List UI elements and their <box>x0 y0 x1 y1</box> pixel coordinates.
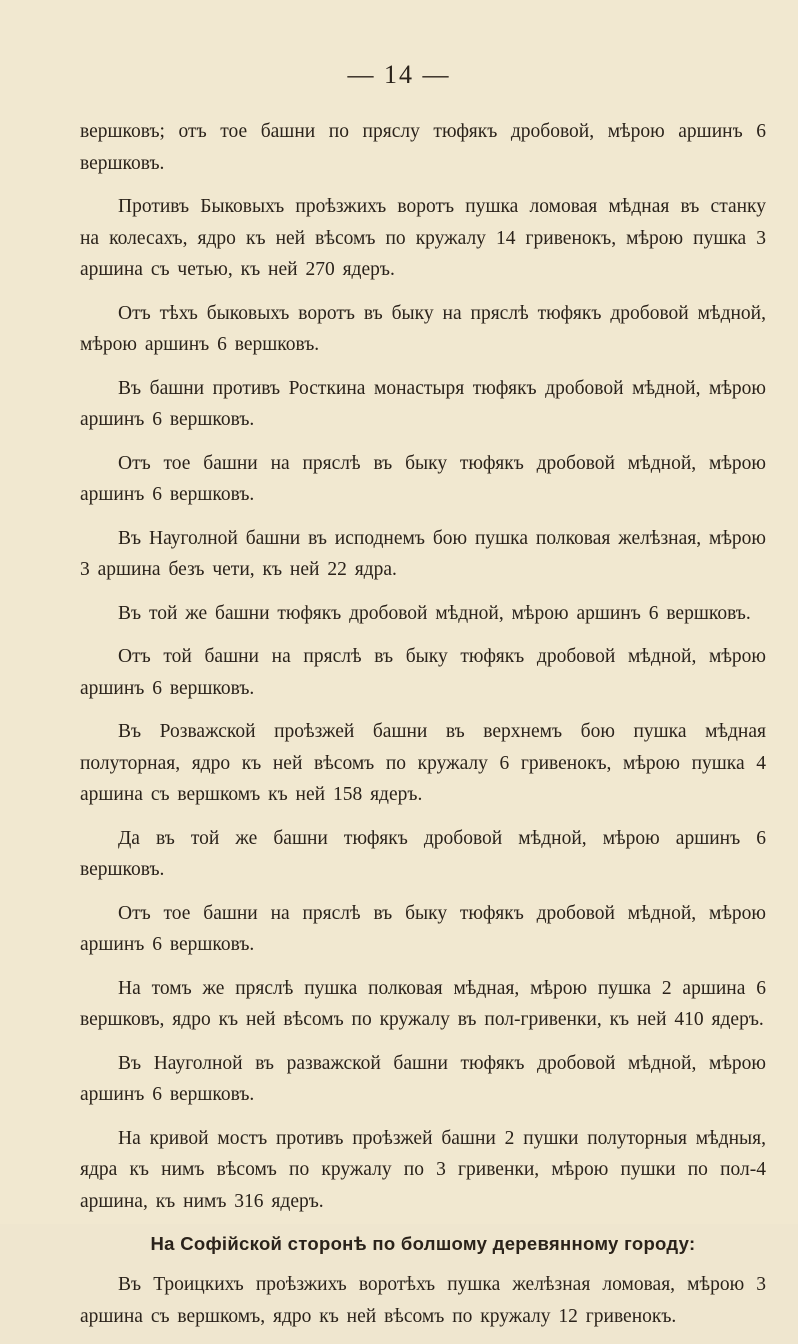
section-heading: На Софійской сторонѣ по болшому деревянному городу: <box>150 1233 696 1254</box>
paragraph: Отъ тое башни на пряслѣ въ быку тюфякъ дробовой мѣдной, мѣрою аршинъ 6 вершковъ. <box>80 902 766 955</box>
paragraph: Въ Науголной въ разважской башни тюфякъ дробовой мѣдной, мѣрою аршинъ 6 вершковъ. <box>80 1052 766 1105</box>
paragraph: На томъ же пряслѣ пушка полковая мѣдная, мѣрою пушка 2 аршина 6 вершковъ, ядро къ ней вѣсомъ по кружалу въ пол-гривенки, къ ней 410 ядеръ. <box>80 977 766 1030</box>
paragraph: Въ Троицкихъ проѣзжихъ воротѣхъ пушка желѣзная ломовая, мѣрою 3 аршина съ вершкомъ, ядро къ ней вѣсомъ по кружалу 12 гривенокъ. <box>80 1274 766 1327</box>
paragraph: Отъ той башни на пряслѣ въ быку тюфякъ дробовой мѣдной, мѣрою аршинъ 6 вершковъ. <box>80 646 766 699</box>
page-body <box>80 116 766 1344</box>
paragraph: На кривой мостъ противъ проѣзжей башни 2 пушки полуторныя мѣдныя, ядра къ нимъ вѣсомъ по кружалу по 3 гривенки, мѣрою пушки по пол-4 аршина, къ нимъ 316 ядеръ. <box>80 1127 766 1212</box>
paragraph: вершковъ; отъ тое башни по пряслу тюфякъ дробовой, мѣрою аршинъ 6 вершковъ. <box>80 121 766 174</box>
paragraph: Въ Розважской проѣзжей башни въ верхнемъ бою пушка мѣдная полуторная, ядро къ ней вѣсомъ по кружалу 6 гривенокъ, мѣрою пушка 4 аршина съ вершкомъ къ ней 158 ядеръ. <box>80 721 766 805</box>
paragraph: Отъ тѣхъ быковыхъ воротъ въ быку на пряслѣ тюфякъ дробовой мѣдной, мѣрою аршинъ 6 вершковъ. <box>80 302 766 355</box>
paragraph: Въ той же башни тюфякъ дробовой мѣдной, мѣрою аршинъ 6 вершковъ. <box>118 602 751 624</box>
paragraph: Противъ Быковыхъ проѣзжихъ воротъ пушка ломовая мѣдная въ станку на колесахъ, ядро къ ней вѣсомъ по кружалу 14 гривенокъ, мѣрою пушка 3 аршина съ четью, къ ней 270 ядеръ. <box>80 196 766 280</box>
page-number: — 14 — <box>347 60 451 89</box>
paragraph: Отъ тое башни на пряслѣ въ быку тюфякъ дробовой мѣдной, мѣрою аршинъ 6 вершковъ. <box>80 452 766 505</box>
paragraph: Въ Науголной башни въ исподнемъ бою пушка полковая желѣзная, мѣрою 3 аршина безъ чети, къ ней 22 ядра. <box>80 527 766 580</box>
paragraph: Да въ той же башни тюфякъ дробовой мѣдной, мѣрою аршинъ 6 вершковъ. <box>80 827 766 880</box>
paragraph: Въ башни противъ Росткина монастыря тюфякъ дробовой мѣдной, мѣрою аршинъ 6 вершковъ. <box>80 377 766 430</box>
